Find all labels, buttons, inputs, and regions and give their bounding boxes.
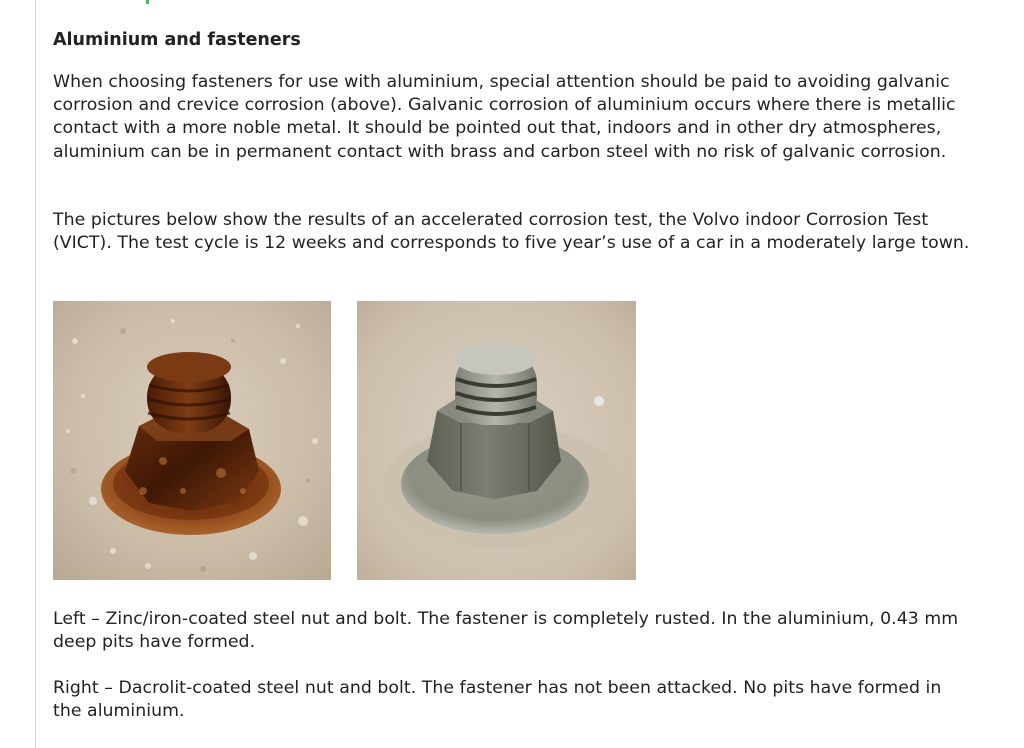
link-fragment-mark xyxy=(146,0,149,4)
left-border-rule xyxy=(35,0,36,748)
caption-left: Left – Zinc/iron-coated steel nut and bolt. The fastener is completely rusted. In the aluminium, 0.43 mm deep pits have formed. xyxy=(53,609,959,653)
article xyxy=(53,27,993,722)
caption-right: Right – Dacrolit-coated steel nut and bolt. The fastener has not been attacked. No pits have formed in the aluminium. xyxy=(53,678,942,722)
test-description-paragraph: The pictures below show the results of an accelerated corrosion test, the Volvo indoor Corrosion Test (VICT). The test cycle is 12 weeks and corresponds to five year’s use of a car in a moderately large town. xyxy=(53,210,970,254)
section-heading: Aluminium and fasteners xyxy=(53,30,301,50)
intro-paragraph: When choosing fasteners for use with aluminium, special attention should be paid to avoiding galvanic corrosion and crevice corrosion (above). Galvanic corrosion of aluminium occurs where there is metallic contact with a more noble metal. It should be pointed out that, indoors and in other dry atmospheres, aluminium can be in permanent contact with brass and carbon steel with no risk of galvanic corrosion. xyxy=(53,72,956,162)
dacrolit-fastener-photo xyxy=(357,301,636,580)
rusted-fastener-photo xyxy=(53,301,331,580)
